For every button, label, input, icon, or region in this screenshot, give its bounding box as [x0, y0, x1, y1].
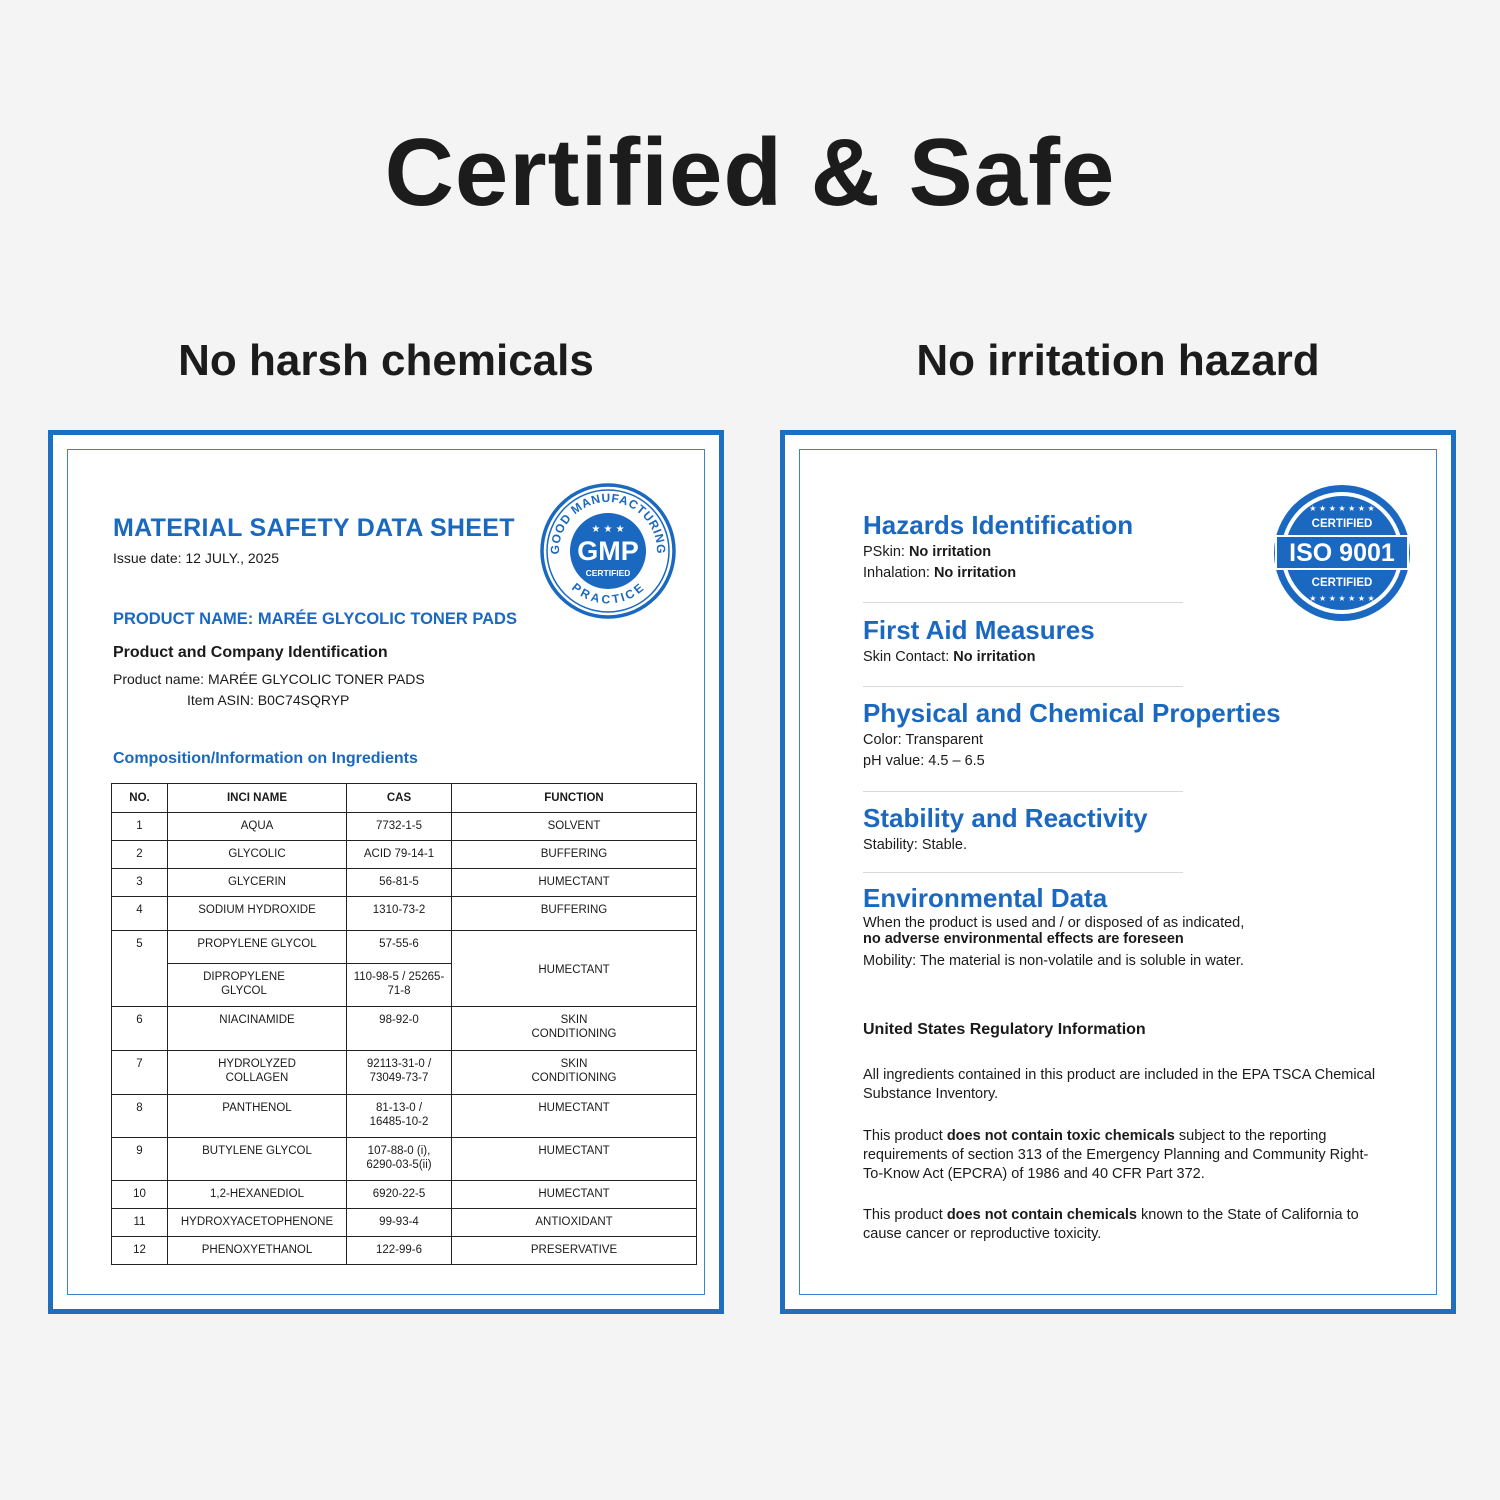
- iso-main-text: ISO 9001: [1289, 539, 1395, 567]
- ph-line: pH value: 4.5 – 6.5: [863, 753, 985, 769]
- msds-title: MATERIAL SAFETY DATA SHEET: [113, 514, 515, 542]
- skin-value: No irritation: [908, 544, 992, 560]
- table-header-cell: INCI NAME: [168, 784, 347, 813]
- composition-heading: Composition/Information on Ingredients: [113, 750, 418, 767]
- row-no: 11: [112, 1209, 168, 1237]
- row-name: 1,2-HEXANEDIOL: [168, 1181, 347, 1209]
- skin-contact-label: Skin Contact:: [863, 649, 954, 665]
- left-subtitle: No harsh chemicals: [178, 336, 594, 385]
- row-function: HUMECTANT: [452, 1181, 697, 1209]
- row-name: AQUA: [168, 813, 347, 841]
- row-no: 5: [112, 931, 168, 1007]
- iso-bottom-text: CERTIFIED: [1311, 577, 1373, 589]
- mobility-line: Mobility: The material is non-volatile and is soluble in water.: [863, 953, 1244, 969]
- first-aid-heading: First Aid Measures: [863, 615, 1095, 645]
- row-cas: 107-88-0 (i), 6290-03-5(ii): [347, 1138, 452, 1181]
- svg-text:★ ★ ★ ★ ★ ★ ★: ★ ★ ★ ★ ★ ★ ★: [1309, 504, 1375, 513]
- row-name: NIACINAMIDE: [168, 1007, 347, 1051]
- table-row: [112, 1095, 697, 1138]
- row-cas: 6920-22-5: [347, 1181, 452, 1209]
- row-no: 6: [112, 1007, 168, 1051]
- row-no: 3: [112, 869, 168, 897]
- regulatory-paragraph-2: This product does not contain toxic chemicals subject to the reporting requirements of section 313 of the Emergency Planning and Community Right-To-Know Act (EPCRA) of 1986 and 40 CFR Part 372.: [863, 1128, 1369, 1182]
- iso-seal-icon: [1272, 483, 1412, 623]
- hazards-heading: Hazards Identification: [863, 510, 1134, 540]
- properties-heading: Physical and Chemical Properties: [863, 698, 1281, 728]
- divider: [863, 872, 1183, 873]
- regulatory-heading: United States Regulatory Information: [863, 1021, 1146, 1038]
- environmental-heading: Environmental Data: [863, 883, 1108, 913]
- divider: [863, 686, 1183, 687]
- safety-card: [780, 430, 1456, 1314]
- table-header-cell: FUNCTION: [452, 784, 697, 813]
- row-function: BUFFERING: [452, 897, 697, 931]
- row-name: HYDROXYACETOPHENONE: [168, 1209, 347, 1237]
- row-function: SOLVENT: [452, 813, 697, 841]
- row-name: HYDROLYZED COLLAGEN: [168, 1051, 347, 1095]
- safety-inner-frame: [799, 449, 1437, 1295]
- row-no: 7: [112, 1051, 168, 1095]
- row-name: PANTHENOL: [168, 1095, 347, 1138]
- row-cas: 57-55-6: [347, 931, 452, 964]
- regulatory-paragraph-1: All ingredients contained in this product are included in the EPA TSCA Chemical Substance Inventory.: [863, 1067, 1376, 1102]
- product-name: Product name: MARÉE GLYCOLIC TONER PADS: [113, 671, 425, 687]
- issue-date: Issue date: 12 JULY., 2025: [113, 550, 280, 566]
- table-row: [112, 1051, 697, 1095]
- table-row: [112, 1237, 697, 1265]
- table-header-cell: NO.: [112, 784, 168, 813]
- row-no: 10: [112, 1181, 168, 1209]
- table-header-row: [112, 784, 697, 813]
- row-name: DIPROPYLENE GLYCOL: [168, 964, 347, 1007]
- row-cas: 7732-1-5: [347, 813, 452, 841]
- table-row: [112, 1209, 697, 1237]
- table-row: [112, 931, 697, 964]
- row-name: GLYCOLIC: [168, 841, 347, 869]
- divider: [863, 602, 1183, 603]
- row-no: 12: [112, 1237, 168, 1265]
- gmp-bottom-text: PRACTICE: [569, 580, 647, 607]
- iso-top-text: CERTIFIED: [1311, 518, 1373, 530]
- first-aid-line: [863, 647, 1035, 668]
- row-function: HUMECTANT: [452, 1095, 697, 1138]
- row-no: 9: [112, 1138, 168, 1181]
- table-row: [112, 1181, 697, 1209]
- color-line: Color: Transparent: [863, 732, 984, 748]
- identification-heading: Product and Company Identification: [113, 644, 388, 661]
- gmp-main-text: GMP: [577, 536, 639, 566]
- row-name: PROPYLENE GLYCOL: [168, 931, 347, 964]
- msds-inner-frame: [67, 449, 705, 1295]
- ingredients-table: [111, 783, 697, 1265]
- row-cas: 92113-31-0 / 73049-73-7: [347, 1051, 452, 1095]
- svg-text:★ ★ ★ ★ ★ ★ ★: ★ ★ ★ ★ ★ ★ ★: [1309, 594, 1375, 603]
- table-row: [112, 869, 697, 897]
- row-function: HUMECTANT: [452, 1138, 697, 1181]
- row-cas: ACID 79-14-1: [347, 841, 452, 869]
- row-cas: 99-93-4: [347, 1209, 452, 1237]
- divider: [863, 791, 1183, 792]
- table-row: [112, 813, 697, 841]
- env-line-1: When the product is used and / or disposed of as indicated,: [863, 915, 1245, 931]
- hazards-lines: [863, 542, 1016, 584]
- environmental-lines: [863, 915, 1244, 969]
- row-no: 1: [112, 813, 168, 841]
- gmp-top-text: GOOD MANUFACTURING: [547, 490, 669, 555]
- table-row: [112, 1138, 697, 1181]
- row-function: PRESERVATIVE: [452, 1237, 697, 1265]
- row-cas: 1310-73-2: [347, 897, 452, 931]
- svg-text:★ ★ ★: ★ ★ ★: [591, 524, 625, 535]
- product-heading: PRODUCT NAME: MARÉE GLYCOLIC TONER PADS: [113, 610, 517, 628]
- row-name: SODIUM HYDROXIDE: [168, 897, 347, 931]
- env-line-2: no adverse environmental effects are foreseen: [863, 931, 1184, 947]
- msds-card: [48, 430, 724, 1314]
- right-subtitle: No irritation hazard: [916, 336, 1320, 385]
- row-name: GLYCERIN: [168, 869, 347, 897]
- row-function: HUMECTANT: [452, 869, 697, 897]
- row-function: ANTIOXIDANT: [452, 1209, 697, 1237]
- skin-contact-value: No irritation: [953, 649, 1036, 665]
- row-no: 4: [112, 897, 168, 931]
- row-function: BUFFERING: [452, 841, 697, 869]
- inhalation-value: No irritation: [933, 565, 1017, 581]
- row-function: SKIN CONDITIONING: [452, 1007, 697, 1051]
- row-no: 2: [112, 841, 168, 869]
- table-row: [112, 841, 697, 869]
- row-cas: 110-98-5 / 25265-71-8: [347, 964, 452, 1007]
- row-cas: 122-99-6: [347, 1237, 452, 1265]
- inhalation-label: Inhalation:: [863, 565, 934, 581]
- skin-label: PSkin:: [863, 544, 909, 560]
- properties-lines: [863, 730, 985, 772]
- row-function: SKIN CONDITIONING: [452, 1051, 697, 1095]
- table-header-cell: CAS: [347, 784, 452, 813]
- table-row: [112, 1007, 697, 1051]
- row-cas: 81-13-0 / 16485-10-2: [347, 1095, 452, 1138]
- gmp-sub-text: CERTIFIED: [585, 568, 631, 578]
- row-cas: 98-92-0: [347, 1007, 452, 1051]
- table-row: [112, 897, 697, 931]
- stability-line: Stability: Stable.: [863, 837, 967, 853]
- gmp-seal-icon: [539, 482, 677, 620]
- row-name: PHENOXYETHANOL: [168, 1237, 347, 1265]
- row-function: HUMECTANT: [452, 931, 697, 1007]
- item-asin: Item ASIN: B0C74SQRYP: [187, 692, 350, 708]
- row-cas: 56-81-5: [347, 869, 452, 897]
- regulatory-paragraph-3: This product does not contain chemicals known to the State of California to cause cancer or reproductive toxicity.: [863, 1207, 1359, 1242]
- page-title: Certified & Safe: [384, 119, 1116, 226]
- stability-heading: Stability and Reactivity: [863, 803, 1148, 833]
- row-no: 8: [112, 1095, 168, 1138]
- row-name: BUTYLENE GLYCOL: [168, 1138, 347, 1181]
